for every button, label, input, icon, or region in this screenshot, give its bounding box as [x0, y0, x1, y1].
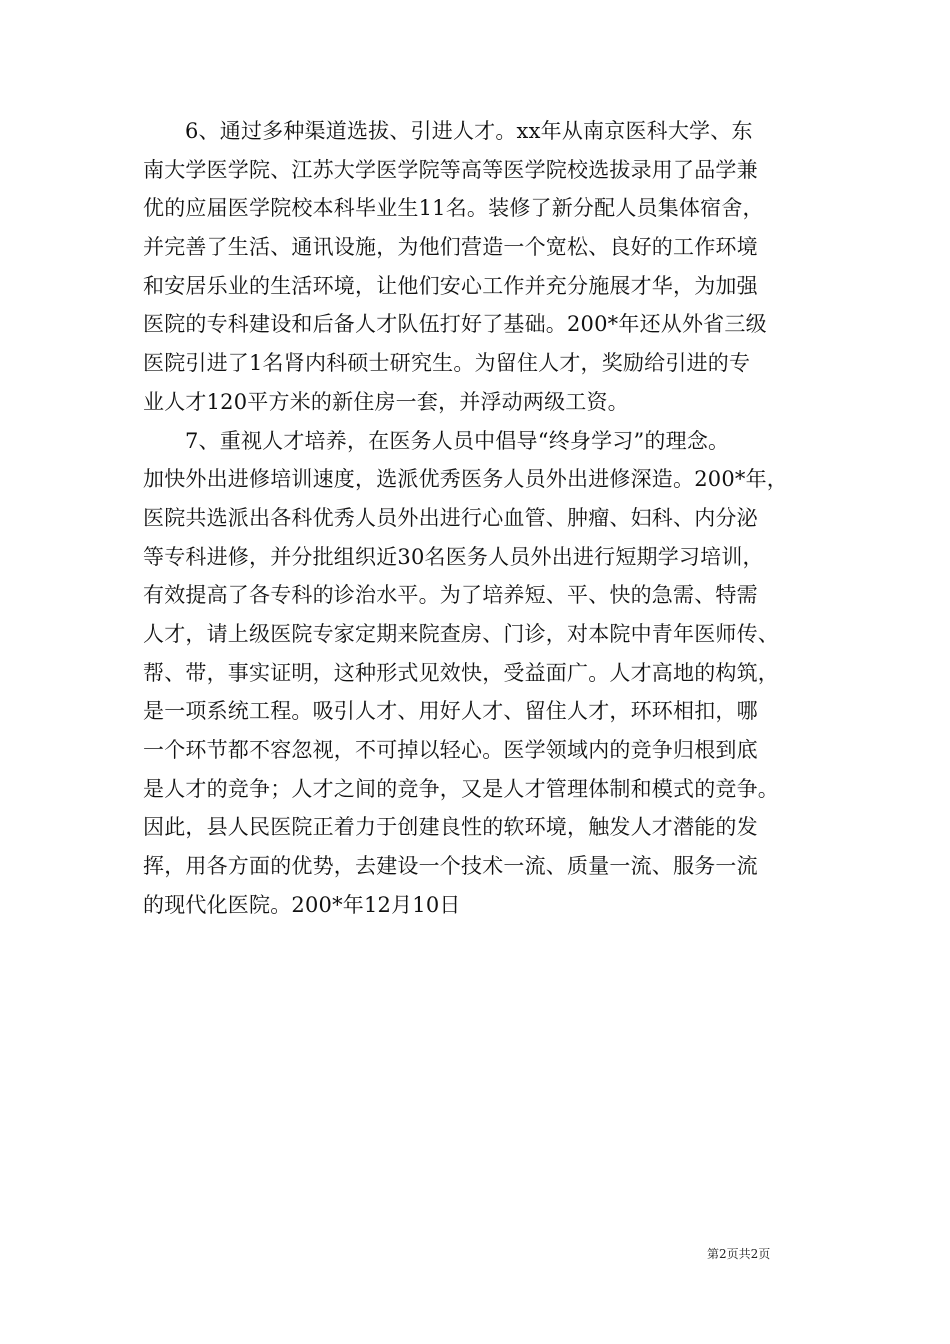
- paragraph-7-line-3: 医院共选派出各科优秀人员外出进行心血管、肿瘤、妇科、内分泌: [143, 505, 758, 530]
- paragraph-6-line-1: 6、通过多种渠道选拔、引进人才。xx年从南京医科大学、东: [185, 119, 753, 143]
- paragraph-7-line-13: 的现代化医院。200*年12月10日: [143, 892, 461, 917]
- paragraph-6-line-8: 业人才120平方米的新住房一套，并浮动两级工资。: [143, 389, 629, 414]
- paragraph-6-line-6: 医院的专科建设和后备人才队伍打好了基础。200*年还从外省三级: [143, 312, 767, 337]
- paragraph-7-line-6: 人才，请上级医院专家定期来院查房、门诊，对本院中青年医师传、: [143, 621, 779, 646]
- paragraph-7-line-7: 帮、带，事实证明，这种形式见效快，受益面广。人才高地的构筑，: [143, 660, 779, 685]
- paragraph-6-line-4: 并完善了生活、通讯设施，为他们营造一个宽松、良好的工作环境: [143, 235, 758, 260]
- paragraph-7-line-12: 挥，用各方面的优势，去建设一个技术一流、质量一流、服务一流: [143, 854, 758, 879]
- paragraph-7-line-1: 7、重视人才培养，在医务人员中倡导“终身学习”的理念。: [185, 428, 730, 453]
- paragraph-7-line-4: 等专科进修，并分批组织近30名医务人员外出进行短期学习培训，: [143, 544, 764, 569]
- paragraph-7-line-11: 因此，县人民医院正着力于创建良性的软环境，触发人才潜能的发: [143, 815, 758, 840]
- document-body: [143, 112, 813, 924]
- paragraph-6-line-3: 优的应届医学院校本科毕业生11名。装修了新分配人员集体宿舍，: [143, 196, 764, 221]
- page-number-footer: 第2页共2页: [707, 1247, 771, 1261]
- paragraph-7-line-8: 是一项系统工程。吸引人才、用好人才、留住人才，环环相扣，哪: [143, 699, 758, 724]
- paragraph-7-line-5: 有效提高了各专科的诊治水平。为了培养短、平、快的急需、特需: [143, 583, 758, 608]
- paragraph-7-line-2: 加快外出进修培训速度，选派优秀医务人员外出进修深造。200*年，: [143, 467, 788, 492]
- paragraph-7-line-10: 是人才的竞争；人才之间的竞争，又是人才管理体制和模式的竞争。: [143, 776, 779, 801]
- paragraph-6-line-5: 和安居乐业的生活环境，让他们安心工作并充分施展才华，为加强: [143, 273, 758, 298]
- paragraph-6-line-2: 南大学医学院、江苏大学医学院等高等医学院校选拔录用了品学兼: [143, 157, 758, 182]
- paragraph-7-line-9: 一个环节都不容忽视，不可掉以轻心。医学领域内的竞争归根到底: [143, 738, 758, 762]
- paragraph-6-line-7: 医院引进了1名肾内科硕士研究生。为留住人才，奖励给引进的专: [143, 351, 751, 376]
